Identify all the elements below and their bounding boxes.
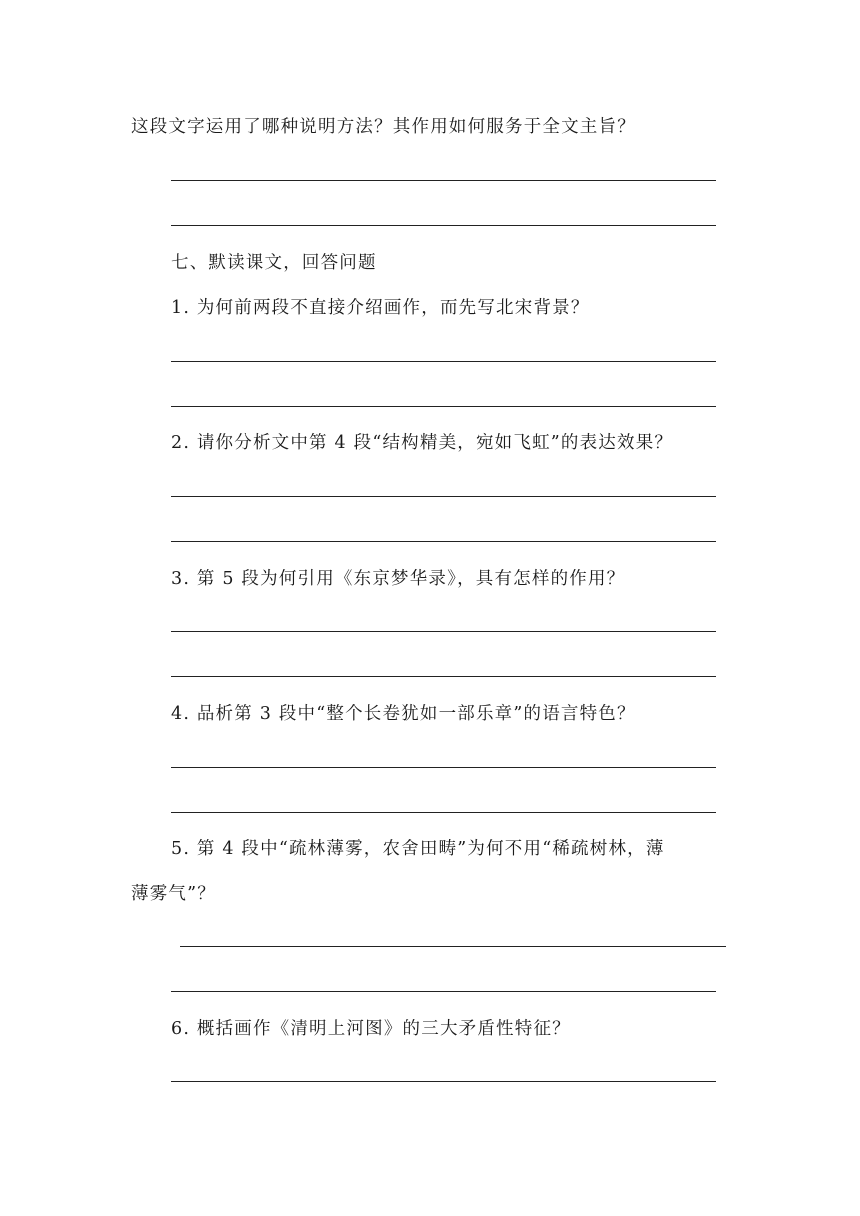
answer-line	[171, 541, 716, 542]
answer-line	[171, 767, 716, 768]
answer-line	[171, 180, 716, 181]
answer-line	[171, 676, 716, 677]
answer-line	[171, 225, 716, 226]
intro-question: 这段文字运用了哪种说明方法？其作用如何服务于全文主旨？	[131, 117, 636, 137]
question-5-continuation: 薄雾气”？	[131, 884, 216, 904]
answer-line	[171, 406, 716, 407]
answer-line	[180, 946, 726, 947]
answer-line	[171, 1081, 716, 1082]
question-3: 3. 第 5 段为何引用《东京梦华录》，具有怎样的作用？	[171, 569, 626, 589]
question-5: 5. 第 4 段中“疏林薄雾，农舍田畴”为何不用“稀疏树林，薄	[171, 839, 665, 859]
answer-line	[171, 361, 716, 362]
section-heading: 七、默读课文，回答问题	[171, 253, 377, 273]
question-1: 1. 为何前两段不直接介绍画作，而先写北宋背景？	[171, 298, 590, 318]
answer-line	[171, 496, 716, 497]
answer-line	[171, 991, 716, 992]
question-2: 2. 请你分析文中第 4 段“结构精美，宛如飞虹”的表达效果？	[171, 433, 674, 453]
answer-line	[171, 812, 716, 813]
question-4: 4. 品析第 3 段中“整个长卷犹如一部乐章”的语言特色？	[171, 704, 636, 724]
question-6: 6. 概括画作《清明上河图》的三大矛盾性特征？	[171, 1019, 571, 1039]
answer-line	[171, 631, 716, 632]
